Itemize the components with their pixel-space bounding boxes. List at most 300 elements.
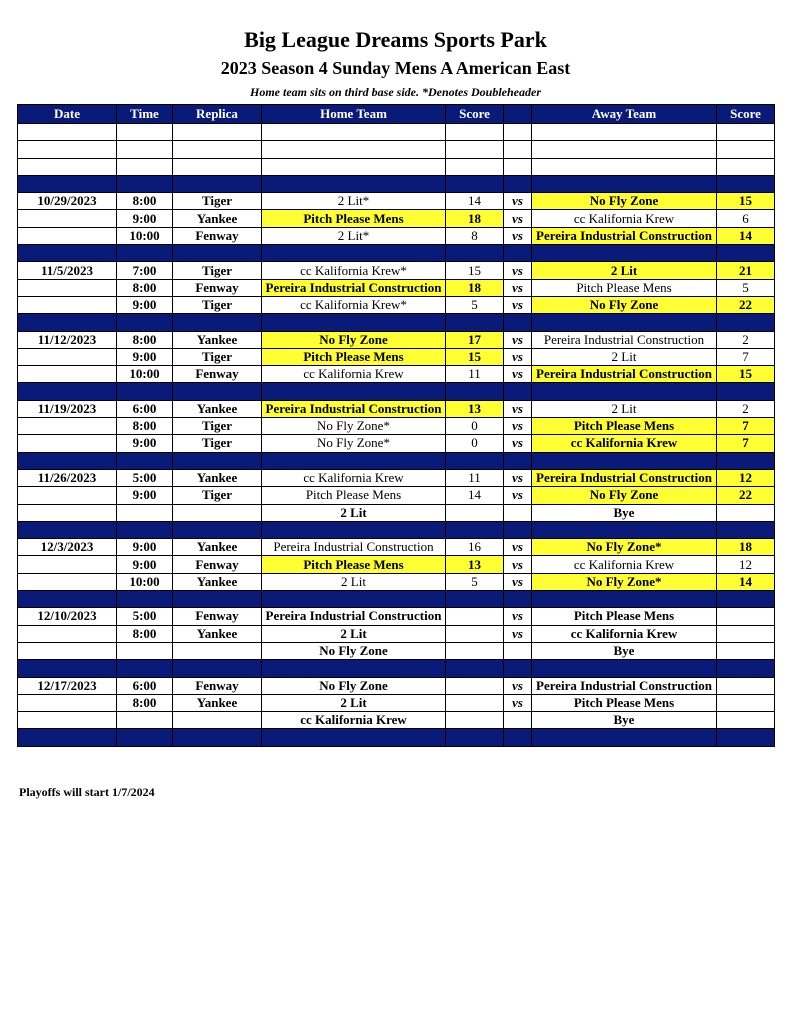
game-row — [18, 504, 775, 521]
home-team-cell: Pereira Industrial Construction — [262, 608, 446, 625]
divider-cell — [18, 521, 117, 538]
game-row — [18, 366, 775, 383]
vs-cell: vs — [504, 539, 532, 556]
week-divider — [18, 521, 775, 538]
away-score-cell — [717, 608, 775, 625]
time-cell: 7:00 — [117, 262, 173, 279]
away-score-cell: 2 — [717, 331, 775, 348]
divider-cell — [532, 729, 717, 746]
blank-row — [18, 124, 775, 141]
divider-cell — [717, 314, 775, 331]
away-score-cell: 14 — [717, 573, 775, 590]
divider-cell — [18, 245, 117, 262]
game-row — [18, 677, 775, 694]
divider-cell — [504, 245, 532, 262]
time-cell: 9:00 — [117, 487, 173, 504]
date-cell — [18, 694, 117, 711]
time-cell: 8:00 — [117, 193, 173, 210]
schedule-body — [18, 124, 775, 747]
replica-cell: Fenway — [173, 366, 262, 383]
vs-cell: vs — [504, 400, 532, 417]
away-score-cell: 7 — [717, 435, 775, 452]
divider-cell — [173, 175, 262, 192]
away-score-cell: 22 — [717, 487, 775, 504]
divider-cell — [117, 314, 173, 331]
col-header-away-score: Score — [717, 105, 775, 124]
away-score-cell — [717, 642, 775, 659]
blank-row — [18, 158, 775, 175]
col-header-away-team: Away Team — [532, 105, 717, 124]
home-score-cell: 5 — [446, 573, 504, 590]
game-row — [18, 712, 775, 729]
divider-cell — [117, 383, 173, 400]
replica-cell: Yankee — [173, 539, 262, 556]
time-cell: 9:00 — [117, 556, 173, 573]
col-header-time: Time — [117, 105, 173, 124]
divider-cell — [504, 314, 532, 331]
away-team-cell: Pitch Please Mens — [532, 418, 717, 435]
away-score-cell — [717, 677, 775, 694]
divider-cell — [173, 245, 262, 262]
col-header-home-score: Score — [446, 105, 504, 124]
home-team-cell: No Fly Zone — [262, 331, 446, 348]
away-score-cell — [717, 712, 775, 729]
away-team-cell: Pereira Industrial Construction — [532, 366, 717, 383]
divider-cell — [504, 175, 532, 192]
away-team-cell: No Fly Zone* — [532, 573, 717, 590]
away-score-cell — [717, 625, 775, 642]
home-team-cell: 2 Lit — [262, 504, 446, 521]
divider-cell — [117, 245, 173, 262]
blank-cell — [717, 158, 775, 175]
replica-cell: Yankee — [173, 573, 262, 590]
home-score-cell: 18 — [446, 210, 504, 227]
divider-cell — [18, 314, 117, 331]
vs-cell: vs — [504, 677, 532, 694]
game-row — [18, 435, 775, 452]
home-score-cell: 15 — [446, 262, 504, 279]
divider-cell — [173, 383, 262, 400]
date-cell: 12/3/2023 — [18, 539, 117, 556]
divider-cell — [173, 591, 262, 608]
table-header-row — [18, 105, 775, 124]
vs-cell: vs — [504, 608, 532, 625]
home-score-cell: 5 — [446, 296, 504, 313]
vs-cell: vs — [504, 694, 532, 711]
away-score-cell: 21 — [717, 262, 775, 279]
date-cell — [18, 366, 117, 383]
replica-cell: Yankee — [173, 694, 262, 711]
divider-cell — [446, 175, 504, 192]
divider-cell — [532, 245, 717, 262]
replica-cell — [173, 504, 262, 521]
replica-cell: Yankee — [173, 331, 262, 348]
week-divider — [18, 729, 775, 746]
divider-cell — [504, 521, 532, 538]
divider-cell — [717, 452, 775, 469]
divider-cell — [532, 175, 717, 192]
game-row — [18, 608, 775, 625]
vs-cell: vs — [504, 469, 532, 486]
away-team-cell: Bye — [532, 642, 717, 659]
vs-cell: vs — [504, 556, 532, 573]
time-cell: 10:00 — [117, 573, 173, 590]
replica-cell: Yankee — [173, 469, 262, 486]
away-score-cell — [717, 694, 775, 711]
replica-cell: Tiger — [173, 262, 262, 279]
divider-cell — [262, 175, 446, 192]
away-score-cell: 22 — [717, 296, 775, 313]
away-team-cell: No Fly Zone* — [532, 539, 717, 556]
vs-cell: vs — [504, 625, 532, 642]
home-team-cell: cc Kalifornia Krew — [262, 469, 446, 486]
divider-cell — [262, 591, 446, 608]
date-cell — [18, 210, 117, 227]
away-team-cell: Pitch Please Mens — [532, 608, 717, 625]
time-cell: 10:00 — [117, 366, 173, 383]
week-divider — [18, 660, 775, 677]
home-team-cell: Pitch Please Mens — [262, 487, 446, 504]
date-cell — [18, 556, 117, 573]
divider-cell — [446, 245, 504, 262]
divider-cell — [117, 660, 173, 677]
home-score-cell — [446, 694, 504, 711]
time-cell: 8:00 — [117, 625, 173, 642]
home-team-cell: No Fly Zone* — [262, 435, 446, 452]
date-cell — [18, 348, 117, 365]
game-row — [18, 296, 775, 313]
game-row — [18, 262, 775, 279]
time-cell: 5:00 — [117, 608, 173, 625]
home-score-cell — [446, 504, 504, 521]
replica-cell: Yankee — [173, 400, 262, 417]
divider-cell — [717, 660, 775, 677]
date-cell — [18, 435, 117, 452]
replica-cell: Fenway — [173, 608, 262, 625]
divider-cell — [18, 729, 117, 746]
blank-cell — [18, 158, 117, 175]
week-divider — [18, 591, 775, 608]
blank-cell — [717, 141, 775, 158]
replica-cell: Fenway — [173, 677, 262, 694]
time-cell: 9:00 — [117, 539, 173, 556]
away-team-cell: Pitch Please Mens — [532, 279, 717, 296]
away-team-cell: Pitch Please Mens — [532, 694, 717, 711]
replica-cell: Tiger — [173, 487, 262, 504]
date-cell: 11/19/2023 — [18, 400, 117, 417]
blank-cell — [717, 124, 775, 141]
col-header-date: Date — [18, 105, 117, 124]
blank-cell — [262, 158, 446, 175]
divider-cell — [262, 521, 446, 538]
divider-cell — [446, 521, 504, 538]
home-team-cell: 2 Lit — [262, 694, 446, 711]
home-team-cell: No Fly Zone — [262, 677, 446, 694]
divider-cell — [717, 591, 775, 608]
time-cell: 8:00 — [117, 418, 173, 435]
time-cell: 9:00 — [117, 348, 173, 365]
divider-cell — [262, 660, 446, 677]
date-cell — [18, 642, 117, 659]
game-row — [18, 487, 775, 504]
week-divider — [18, 383, 775, 400]
blank-cell — [504, 141, 532, 158]
away-score-cell: 2 — [717, 400, 775, 417]
date-cell — [18, 487, 117, 504]
replica-cell: Tiger — [173, 193, 262, 210]
time-cell: 8:00 — [117, 331, 173, 348]
away-score-cell: 15 — [717, 366, 775, 383]
home-score-cell: 15 — [446, 348, 504, 365]
divider-cell — [446, 383, 504, 400]
home-score-cell: 8 — [446, 227, 504, 244]
divider-cell — [262, 452, 446, 469]
home-score-cell — [446, 677, 504, 694]
away-score-cell: 7 — [717, 418, 775, 435]
date-cell: 11/26/2023 — [18, 469, 117, 486]
home-team-cell: Pereira Industrial Construction — [262, 400, 446, 417]
divider-cell — [117, 729, 173, 746]
blank-cell — [446, 124, 504, 141]
home-score-cell: 16 — [446, 539, 504, 556]
game-row — [18, 348, 775, 365]
date-cell: 12/17/2023 — [18, 677, 117, 694]
away-team-cell: cc Kalifornia Krew — [532, 625, 717, 642]
divider-cell — [117, 452, 173, 469]
game-row — [18, 642, 775, 659]
away-score-cell: 12 — [717, 469, 775, 486]
away-team-cell: No Fly Zone — [532, 487, 717, 504]
divider-cell — [717, 729, 775, 746]
divider-cell — [532, 591, 717, 608]
blank-cell — [262, 141, 446, 158]
time-cell: 10:00 — [117, 227, 173, 244]
blank-cell — [18, 124, 117, 141]
blank-cell — [532, 124, 717, 141]
blank-cell — [117, 158, 173, 175]
week-divider — [18, 175, 775, 192]
away-team-cell: Bye — [532, 712, 717, 729]
date-cell — [18, 712, 117, 729]
divider-cell — [262, 729, 446, 746]
vs-cell: vs — [504, 348, 532, 365]
game-row — [18, 539, 775, 556]
away-score-cell: 18 — [717, 539, 775, 556]
schedule-table — [17, 104, 775, 747]
divider-cell — [262, 383, 446, 400]
divider-cell — [532, 521, 717, 538]
divider-cell — [532, 314, 717, 331]
home-score-cell: 13 — [446, 556, 504, 573]
away-team-cell: Pereira Industrial Construction — [532, 469, 717, 486]
vs-cell: vs — [504, 366, 532, 383]
vs-cell: vs — [504, 573, 532, 590]
col-header-vs — [504, 105, 532, 124]
replica-cell: Tiger — [173, 296, 262, 313]
divider-cell — [446, 452, 504, 469]
replica-cell — [173, 712, 262, 729]
away-score-cell — [717, 504, 775, 521]
home-score-cell: 17 — [446, 331, 504, 348]
vs-cell: vs — [504, 262, 532, 279]
away-team-cell: Bye — [532, 504, 717, 521]
time-cell: 6:00 — [117, 677, 173, 694]
home-score-cell: 0 — [446, 418, 504, 435]
game-row — [18, 625, 775, 642]
vs-cell: vs — [504, 331, 532, 348]
game-row — [18, 331, 775, 348]
home-team-cell: No Fly Zone* — [262, 418, 446, 435]
home-score-cell: 11 — [446, 469, 504, 486]
divider-cell — [173, 729, 262, 746]
away-team-cell: Pereira Industrial Construction — [532, 677, 717, 694]
away-team-cell: 2 Lit — [532, 348, 717, 365]
home-team-cell: cc Kalifornia Krew — [262, 366, 446, 383]
vs-cell: vs — [504, 296, 532, 313]
game-row — [18, 400, 775, 417]
home-score-cell: 14 — [446, 193, 504, 210]
week-divider — [18, 245, 775, 262]
divider-cell — [446, 729, 504, 746]
replica-cell: Tiger — [173, 418, 262, 435]
divider-cell — [717, 245, 775, 262]
away-score-cell: 5 — [717, 279, 775, 296]
vs-cell: vs — [504, 210, 532, 227]
header-note: Home team sits on third base side. *Denotes Doubleheader — [250, 85, 541, 99]
vs-cell: vs — [504, 435, 532, 452]
replica-cell — [173, 642, 262, 659]
replica-cell: Fenway — [173, 227, 262, 244]
date-cell: 11/5/2023 — [18, 262, 117, 279]
away-score-cell: 15 — [717, 193, 775, 210]
time-cell: 5:00 — [117, 469, 173, 486]
blank-cell — [446, 158, 504, 175]
divider-cell — [18, 383, 117, 400]
divider-cell — [18, 591, 117, 608]
blank-cell — [532, 158, 717, 175]
date-cell — [18, 573, 117, 590]
away-team-cell: No Fly Zone — [532, 193, 717, 210]
game-row — [18, 469, 775, 486]
blank-cell — [117, 124, 173, 141]
divider-cell — [504, 383, 532, 400]
footer-note: Playoffs will start 1/7/2024 — [19, 785, 155, 799]
vs-cell: vs — [504, 487, 532, 504]
blank-cell — [18, 141, 117, 158]
date-cell — [18, 296, 117, 313]
divider-cell — [504, 452, 532, 469]
divider-cell — [18, 660, 117, 677]
home-team-cell: cc Kalifornia Krew* — [262, 262, 446, 279]
date-cell: 11/12/2023 — [18, 331, 117, 348]
away-score-cell: 12 — [717, 556, 775, 573]
divider-cell — [717, 383, 775, 400]
divider-cell — [173, 521, 262, 538]
home-team-cell: Pereira Industrial Construction — [262, 539, 446, 556]
away-team-cell: Pereira Industrial Construction — [532, 227, 717, 244]
away-team-cell: cc Kalifornia Krew — [532, 210, 717, 227]
away-team-cell: cc Kalifornia Krew — [532, 435, 717, 452]
away-team-cell: cc Kalifornia Krew — [532, 556, 717, 573]
divider-cell — [532, 452, 717, 469]
home-team-cell: Pereira Industrial Construction — [262, 279, 446, 296]
time-cell: 6:00 — [117, 400, 173, 417]
divider-cell — [446, 314, 504, 331]
home-team-cell: 2 Lit* — [262, 227, 446, 244]
blank-cell — [532, 141, 717, 158]
away-score-cell: 14 — [717, 227, 775, 244]
divider-cell — [117, 175, 173, 192]
divider-cell — [173, 452, 262, 469]
game-row — [18, 193, 775, 210]
time-cell: 9:00 — [117, 435, 173, 452]
vs-cell — [504, 642, 532, 659]
date-cell — [18, 418, 117, 435]
home-team-cell: Pitch Please Mens — [262, 348, 446, 365]
time-cell: 8:00 — [117, 694, 173, 711]
divider-cell — [18, 175, 117, 192]
divider-cell — [117, 521, 173, 538]
time-cell: 8:00 — [117, 279, 173, 296]
home-score-cell — [446, 712, 504, 729]
divider-cell — [504, 729, 532, 746]
divider-cell — [717, 175, 775, 192]
away-team-cell: 2 Lit — [532, 262, 717, 279]
home-score-cell: 18 — [446, 279, 504, 296]
col-header-home-team: Home Team — [262, 105, 446, 124]
blank-cell — [446, 141, 504, 158]
game-row — [18, 418, 775, 435]
home-score-cell — [446, 608, 504, 625]
blank-cell — [173, 158, 262, 175]
time-cell — [117, 712, 173, 729]
col-header-replica: Replica — [173, 105, 262, 124]
vs-cell: vs — [504, 418, 532, 435]
game-row — [18, 210, 775, 227]
divider-cell — [262, 314, 446, 331]
divider-cell — [504, 591, 532, 608]
date-cell — [18, 504, 117, 521]
replica-cell: Yankee — [173, 210, 262, 227]
game-row — [18, 227, 775, 244]
home-score-cell: 13 — [446, 400, 504, 417]
home-team-cell: 2 Lit — [262, 625, 446, 642]
replica-cell: Yankee — [173, 625, 262, 642]
divider-cell — [504, 660, 532, 677]
time-cell — [117, 504, 173, 521]
replica-cell: Fenway — [173, 279, 262, 296]
home-score-cell — [446, 642, 504, 659]
game-row — [18, 556, 775, 573]
date-cell: 12/10/2023 — [18, 608, 117, 625]
date-cell: 10/29/2023 — [18, 193, 117, 210]
home-score-cell: 14 — [446, 487, 504, 504]
time-cell — [117, 642, 173, 659]
vs-cell: vs — [504, 279, 532, 296]
blank-cell — [262, 124, 446, 141]
divider-cell — [446, 591, 504, 608]
replica-cell: Tiger — [173, 348, 262, 365]
replica-cell: Tiger — [173, 435, 262, 452]
away-team-cell: No Fly Zone — [532, 296, 717, 313]
home-team-cell: 2 Lit* — [262, 193, 446, 210]
vs-cell — [504, 712, 532, 729]
game-row — [18, 279, 775, 296]
replica-cell: Fenway — [173, 556, 262, 573]
away-score-cell: 6 — [717, 210, 775, 227]
divider-cell — [446, 660, 504, 677]
time-cell: 9:00 — [117, 210, 173, 227]
